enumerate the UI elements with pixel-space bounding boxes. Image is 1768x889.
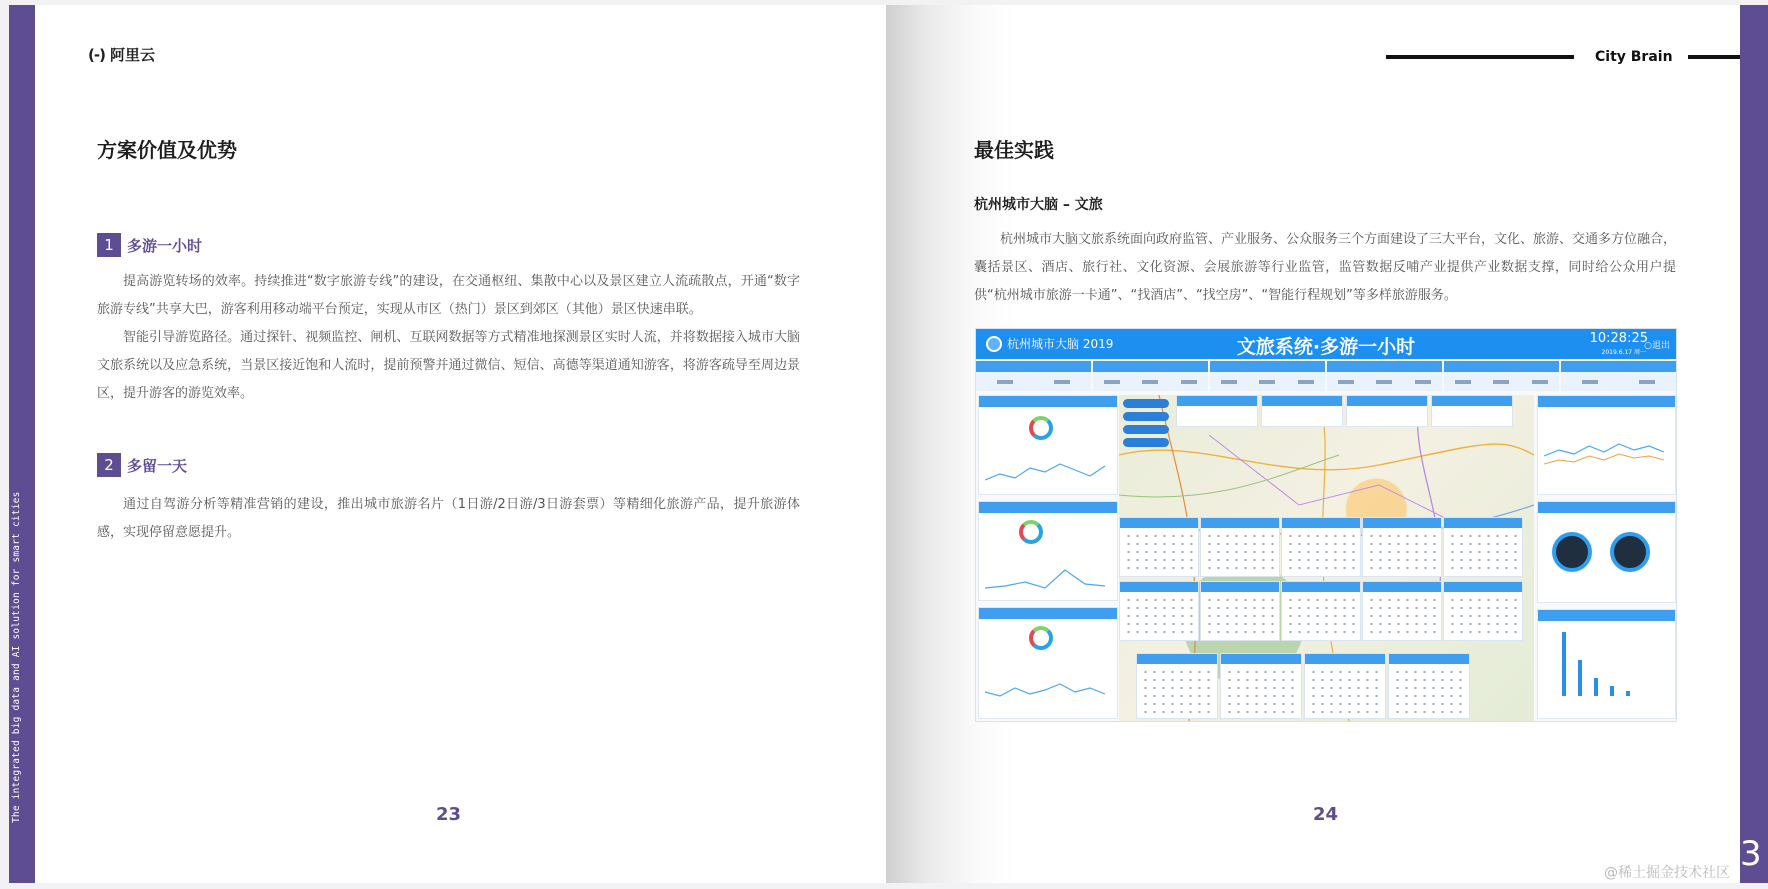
section-2-number: 2 [97, 453, 121, 477]
trend-line-chart-1 [985, 454, 1111, 488]
district-card [1443, 517, 1523, 577]
kpi-card [1210, 361, 1325, 391]
right-panel-3 [1537, 609, 1676, 719]
left-panel-2 [978, 501, 1118, 601]
map-stat-tile [1261, 395, 1343, 427]
kpi-row [976, 361, 1676, 391]
gauge-icon [1019, 520, 1043, 544]
kpi-card [1093, 361, 1208, 391]
kpi-card [1561, 361, 1676, 391]
section-2-title [97, 453, 187, 477]
map-filter-button [1123, 399, 1169, 408]
map-filter-button [1123, 425, 1169, 434]
section-1-paragraph-1: 提高游览转场的效率。持续推进“数字旅游专线”的建设，在交通枢纽、集散中心以及景区建立人流疏散点，开通“数字旅游专线”共享大巴，游客利用移动端平台预定，实现从市区（热门）景区到郊区（其他）景区快速串联。 [97, 274, 800, 317]
district-card [1304, 653, 1386, 719]
district-card [1281, 581, 1361, 641]
map-stat-tile [1176, 395, 1258, 427]
district-card [1220, 653, 1302, 719]
left-panel-3 [978, 607, 1118, 719]
watermark: @稀土掘金技术社区 [1604, 865, 1730, 881]
dashboard-title: 文旅系统·多游一小时 [1236, 336, 1416, 358]
district-card [1200, 517, 1280, 577]
kpi-card [1327, 361, 1442, 391]
right-sidebar [1740, 5, 1768, 883]
trend-line-chart-3 [985, 670, 1111, 704]
right-panel-1 [1537, 395, 1676, 495]
bar-chart-area [1548, 630, 1665, 696]
brand-rule-right [1688, 55, 1740, 59]
sidebar-tagline: The integrated big data and AI solution for smart cities [11, 491, 22, 823]
dashboard-date: 2019.6.17 周一 [1601, 349, 1646, 356]
case-paragraph: 杭州城市大脑文旅系统面向政府监管、产业服务、公众服务三个方面建设了三大平台，文化、旅游、交通多方位融合，囊括景区、酒店、旅行社、文化资源、会展旅游等行业监管，监管数据反哺产业提供产业数据支撑，同时给公众用户提供“杭州城市旅游一卡通”、“找酒店”、“找空房”、“智能行程规划”等多样旅游服务。 [974, 232, 1677, 303]
gauge-icon [1029, 626, 1053, 650]
kpi-card [1444, 361, 1559, 391]
case-subtitle: 杭州城市大脑 – 文旅 [974, 197, 1103, 213]
dashboard-screenshot [975, 328, 1677, 722]
ring-gauge-icon [1552, 532, 1592, 572]
district-card [1136, 653, 1218, 719]
district-card [1119, 581, 1199, 641]
dashboard-header [976, 329, 1676, 359]
aliyun-logo [88, 44, 155, 65]
bar-mark [1562, 632, 1566, 696]
district-card [1200, 581, 1280, 641]
corner-number: 3 [1740, 834, 1762, 874]
right-page-title: 最佳实践 [974, 138, 1054, 162]
district-card [1362, 581, 1442, 641]
city-brain-brand: City Brain [1595, 49, 1673, 65]
kpi-card [976, 361, 1091, 391]
district-card [1281, 517, 1361, 577]
dashboard-clock: 10:28:25 [1589, 331, 1648, 346]
district-card [1388, 653, 1470, 719]
section-2-label: 多留一天 [127, 456, 188, 475]
ring-gauge-icon [1610, 532, 1650, 572]
section-1-paragraph-2: 智能引导游览路径。通过探针、视频监控、闸机、互联网数据等方式精准地探测景区实时人流，并将数据接入城市大脑文旅系统以及应急系统，当景区接近饱和人流时，提前预警并通过微信、短信、高德等渠道通知游客，将游客疏导至周边景区，提升游客的游览效率。 [97, 330, 800, 401]
left-page-title: 方案价值及优势 [97, 138, 237, 162]
aliyun-logo-text: 阿里云 [109, 46, 155, 64]
map-filter-button [1123, 438, 1169, 447]
left-sidebar [9, 5, 35, 883]
section-2-paragraph: 通过自驾游分析等精准营销的建设，推出城市旅游名片（1日游/2日游/3日游套票）等精细化旅游产品，提升旅游体感，实现停留意愿提升。 [97, 497, 800, 540]
map-stat-tile [1431, 395, 1513, 427]
right-panel-2 [1537, 501, 1676, 603]
bar-mark [1594, 678, 1598, 696]
trend-line-chart-4 [1544, 416, 1670, 486]
trend-line-chart-2 [985, 560, 1111, 594]
district-card [1362, 517, 1442, 577]
bar-mark [1578, 660, 1582, 696]
dashboard-exit: ○退出 [1644, 341, 1670, 351]
aliyun-logo-icon: (-) [88, 45, 105, 64]
left-panel-1 [978, 395, 1118, 495]
bar-mark [1626, 691, 1630, 696]
page-number-left: 23 [436, 804, 462, 825]
section-1-number: 1 [97, 233, 121, 257]
brand-rule-left [1386, 55, 1574, 59]
gauge-icon [1029, 416, 1053, 440]
map-stat-tile [1346, 395, 1428, 427]
section-1-title [97, 233, 202, 257]
map-filter-button [1123, 412, 1169, 421]
dashboard-brand-label: 杭州城市大脑 2019 [1007, 337, 1114, 351]
section-1-label: 多游一小时 [127, 236, 203, 255]
page-number-right: 24 [1313, 804, 1339, 825]
district-card [1119, 517, 1199, 577]
district-card [1443, 581, 1523, 641]
bar-mark [1610, 686, 1614, 696]
